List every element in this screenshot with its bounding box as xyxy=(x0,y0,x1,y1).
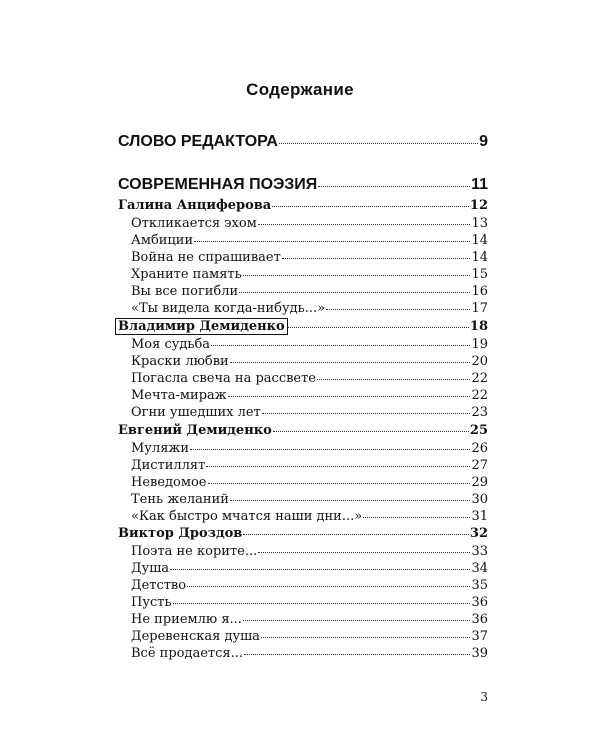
toc-entry-page: 23 xyxy=(471,405,488,420)
dot-leader xyxy=(282,258,471,259)
toc-section-editor[interactable] xyxy=(118,133,488,151)
toc-poem-title: Храните память xyxy=(131,267,242,282)
dot-leader xyxy=(243,620,471,621)
toc-entry-page: 11 xyxy=(471,176,488,193)
toc-entry-page: 26 xyxy=(471,441,488,456)
toc-entry-page: 14 xyxy=(471,250,488,265)
toc-author[interactable] xyxy=(118,198,488,213)
toc-poem-title: Всё продается... xyxy=(131,646,243,661)
dot-leader xyxy=(261,637,471,638)
toc-poem-title: Откликается эхом xyxy=(131,216,257,231)
dot-leader xyxy=(170,569,470,570)
toc-entry-page: 36 xyxy=(471,595,488,610)
toc-entry-page: 9 xyxy=(479,133,488,150)
toc-poem-title: Тень желаний xyxy=(131,492,229,507)
toc-author-name: Галина Анциферова xyxy=(118,198,272,213)
toc-poem-title: Война не спрашивает xyxy=(131,250,281,265)
dot-leader xyxy=(262,413,471,414)
toc-entry-page: 19 xyxy=(471,337,488,352)
toc-poem-title: Не приемлю я... xyxy=(131,612,242,627)
toc-entry-page: 29 xyxy=(471,475,488,490)
toc-entry-title: СОВРЕМЕННАЯ ПОЭЗИЯ xyxy=(118,176,318,193)
toc-entry-page: 20 xyxy=(471,354,488,369)
toc-author-name: Виктор Дроздов xyxy=(118,526,243,541)
dot-leader xyxy=(230,362,471,363)
toc-poem[interactable] xyxy=(118,441,488,456)
toc-author-name: Евгений Демиденко xyxy=(118,423,272,438)
toc-poem[interactable] xyxy=(118,267,488,282)
dot-leader xyxy=(243,534,469,535)
toc-poem-title: Муляжи xyxy=(131,441,190,456)
toc-poem-title: Вы все погибли xyxy=(131,284,239,299)
toc-poem-title: Амбиции xyxy=(131,233,194,248)
toc-poem[interactable] xyxy=(118,405,488,420)
dot-leader xyxy=(279,143,478,144)
toc-poem[interactable] xyxy=(118,388,488,403)
dot-leader xyxy=(187,586,470,587)
dot-leader xyxy=(258,552,470,553)
toc-entry-page: 27 xyxy=(471,458,488,473)
toc-entry-page: 13 xyxy=(471,216,488,231)
toc-poem-title: Душа xyxy=(131,561,170,576)
toc-entry-page: 15 xyxy=(471,267,488,282)
dot-leader xyxy=(244,654,470,655)
toc-poem-title: Дистиллят xyxy=(131,458,206,473)
dot-leader xyxy=(318,186,470,187)
toc-entry-page: 33 xyxy=(471,544,488,559)
toc-poem[interactable] xyxy=(118,509,488,524)
dot-leader xyxy=(208,483,471,484)
toc-poem[interactable] xyxy=(118,612,488,627)
toc-poem-title: Огни ушедших лет xyxy=(131,405,261,420)
toc-poem[interactable] xyxy=(118,371,488,386)
dot-leader xyxy=(228,396,471,397)
toc-poem[interactable] xyxy=(118,475,488,490)
toc-poem[interactable] xyxy=(118,250,488,265)
dot-leader xyxy=(273,431,469,432)
toc-poem-title: Краски любви xyxy=(131,354,229,369)
toc-poem-title: Деревенская душа xyxy=(131,629,260,644)
dot-leader xyxy=(206,466,470,467)
toc-poem[interactable] xyxy=(118,646,488,661)
page-title: Содержание xyxy=(246,80,354,99)
dot-leader xyxy=(173,603,471,604)
toc-poem-title: Погасла свеча на рассвете xyxy=(131,371,316,386)
toc-author[interactable] xyxy=(118,319,488,334)
toc-poem[interactable] xyxy=(118,233,488,248)
toc-entry-page: 14 xyxy=(471,233,488,248)
toc-author-name: Владимир Демиденко xyxy=(118,319,285,334)
dot-leader xyxy=(288,327,469,328)
dot-leader xyxy=(326,309,470,310)
toc-poem-title: Неведомое xyxy=(131,475,207,490)
toc-poem[interactable] xyxy=(118,595,488,610)
page-number: 3 xyxy=(480,690,488,704)
toc-entry-page: 22 xyxy=(471,388,488,403)
toc-entry-page: 30 xyxy=(471,492,488,507)
toc-poem[interactable] xyxy=(118,216,488,231)
toc-entry-page: 37 xyxy=(471,629,488,644)
toc-entry-page: 34 xyxy=(471,561,488,576)
toc-poem[interactable] xyxy=(118,284,488,299)
toc-entry-page: 36 xyxy=(471,612,488,627)
toc-entry-page: 18 xyxy=(469,319,488,334)
toc-poem-title: Мечта-мираж xyxy=(131,388,227,403)
toc-entry-page: 32 xyxy=(469,526,488,541)
toc-author[interactable] xyxy=(118,526,488,541)
toc-poem[interactable] xyxy=(118,354,488,369)
dot-leader xyxy=(317,379,470,380)
toc-poem[interactable] xyxy=(118,301,488,316)
toc-poem[interactable] xyxy=(118,561,488,576)
toc-poem-title: Поэта не корите... xyxy=(131,544,258,559)
toc-poem[interactable] xyxy=(118,544,488,559)
toc-entry-page: 22 xyxy=(471,371,488,386)
toc-entry-page: 31 xyxy=(471,509,488,524)
dot-leader xyxy=(258,224,471,225)
toc-entry-page: 25 xyxy=(469,423,488,438)
dot-leader xyxy=(272,206,469,207)
toc-entry-title: СЛОВО РЕДАКТОРА xyxy=(118,133,278,150)
toc-section-poetry[interactable] xyxy=(118,176,488,194)
dot-leader xyxy=(239,292,470,293)
toc-poem-title: «Ты видела когда-нибудь...» xyxy=(131,301,326,316)
toc-entry-page: 16 xyxy=(471,284,488,299)
toc-poem[interactable] xyxy=(118,458,488,473)
toc-entry-page: 39 xyxy=(471,646,488,661)
toc-poem[interactable] xyxy=(118,629,488,644)
dot-leader xyxy=(230,500,471,501)
toc-poem-title: «Как быстро мчатся наши дни...» xyxy=(131,509,363,524)
dot-leader xyxy=(190,449,470,450)
toc-entry-page: 35 xyxy=(471,578,488,593)
toc-poem[interactable] xyxy=(118,337,488,352)
dot-leader xyxy=(194,241,470,242)
dot-leader xyxy=(363,517,470,518)
toc-poem-title: Детство xyxy=(131,578,187,593)
toc-poem[interactable] xyxy=(118,578,488,593)
toc-author[interactable] xyxy=(118,423,488,438)
dot-leader xyxy=(243,275,471,276)
toc-poem-title: Пусть xyxy=(131,595,172,610)
toc-poem[interactable] xyxy=(118,492,488,507)
toc-poem-title: Моя судьба xyxy=(131,337,211,352)
toc-entry-page: 12 xyxy=(469,198,488,213)
dot-leader xyxy=(211,345,470,346)
toc-entry-page: 17 xyxy=(471,301,488,316)
